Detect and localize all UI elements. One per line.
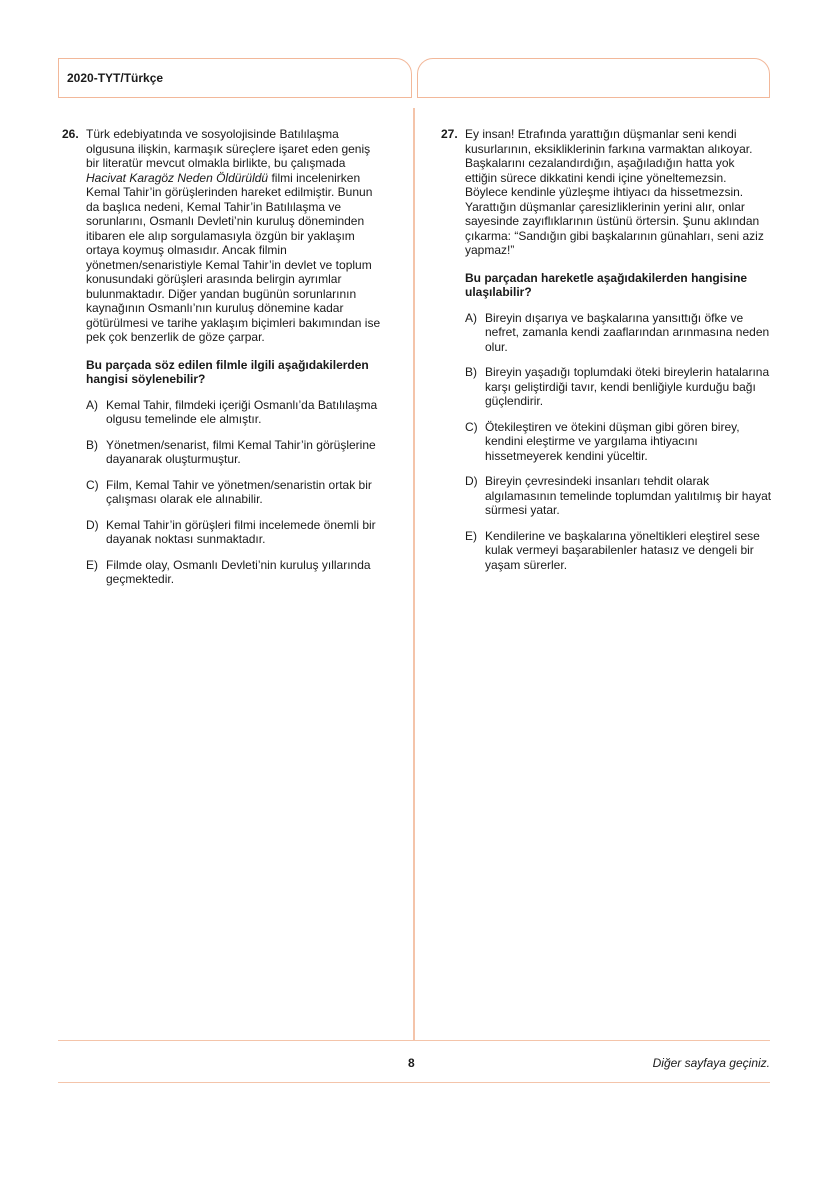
option-line: dayanarak oluşturmuştur.: [106, 452, 241, 466]
exam-title: 2020-TYT/Türkçe: [67, 71, 164, 85]
passage-line: pek çok benzerlik de göze çarpar.: [86, 330, 265, 344]
option-line: yaşam sürerler.: [485, 557, 568, 572]
question-27: [441, 127, 785, 572]
option-b[interactable]: [465, 365, 785, 409]
footer-bottom-rule: [58, 1082, 770, 1083]
option-line: Bireyin yaşadığı toplumdaki öteki bireylerin hatalarına: [485, 365, 770, 379]
question-prompt: [465, 271, 785, 300]
passage-line: Yarattığın düşmanlar çaresizliklerinin yerini alır, onlar: [465, 199, 745, 214]
prompt-line: hangisi söylenebilir?: [86, 372, 206, 386]
option-line: sürmesi yatar.: [485, 503, 560, 517]
question-prompt: [86, 358, 402, 387]
option-letter: B): [86, 437, 98, 452]
option-line: dayanak noktası sunmaktadır.: [106, 532, 266, 546]
passage-line: kusurlarının, eksikliklerinin farkına varmaktan alıkoyar.: [465, 141, 753, 156]
option-a[interactable]: [465, 311, 785, 355]
option-line: Bireyin çevresindeki insanları tehdit olarak: [485, 474, 710, 488]
passage-line: bulunmaktadır. Diğer yandan bugünün sorunlarının: [86, 286, 357, 301]
footer-top-rule: [58, 1040, 770, 1041]
option-letter: A): [86, 397, 98, 412]
question-passage: [86, 127, 402, 345]
option-c[interactable]: [86, 478, 402, 507]
option-line: hissetmeyerek kendini yüceltir.: [485, 448, 648, 463]
question-number: 26.: [62, 127, 79, 141]
passage-line: çıkarma: “Sandığın gibi başkalarının günahları, seni aziz: [465, 228, 764, 243]
passage-line: Böylece kendinle yüzleşme ihtiyacı da hissetmezsin.: [465, 185, 744, 199]
header-left-box: [58, 58, 412, 98]
option-letter: E): [86, 557, 98, 572]
passage-line: [86, 171, 402, 186]
passage-line: götürülmesi ve tarihe yaklaşım biçimleri bakımından ise: [86, 315, 381, 330]
page-number: 8: [408, 1056, 415, 1070]
film-title: Hacivat Karagöz Neden Öldürüldü: [86, 170, 269, 185]
option-line: geçmektedir.: [106, 572, 175, 586]
option-line: Film, Kemal Tahir ve yönetmen/senaristin ortak bir: [106, 477, 372, 492]
column-divider: [413, 108, 415, 1040]
option-line: Kendilerine ve başkalarına yöneltikleri eleştirel sese: [485, 528, 760, 543]
question-number: 27.: [441, 127, 458, 141]
option-letter: C): [86, 477, 99, 492]
option-c[interactable]: [465, 420, 785, 464]
option-line: güçlendirir.: [485, 394, 544, 408]
option-letter: D): [465, 474, 478, 488]
option-e[interactable]: [465, 529, 785, 573]
option-line: algılamasının temelinde toplumdan yalıtılmış bir hayat: [485, 488, 772, 503]
passage-line: olgusuna ilişkin, karmaşık süreçlere işaret eden geniş: [86, 141, 371, 156]
option-d[interactable]: [86, 518, 402, 547]
passage-line: sorunlarını, Osmanlı Devleti’nin kuruluş döneminden: [86, 214, 365, 228]
option-letter: B): [465, 365, 477, 379]
passage-line: bir literatür mevcut olmakla birlikte, bu çalışmada: [86, 156, 346, 170]
option-line: kendini eleştirme ve yargılama ihtiyacını: [485, 434, 698, 448]
passage-line: konusundaki görüşleri arasında belirgin ayrımlar: [86, 272, 342, 286]
passage-line: sayesinde zayıflıklarının üstünü örtersin. Şunu aklından: [465, 214, 760, 228]
passage-line: itibaren ele alıp sorgulamasıyla özgün bir yaklaşım: [86, 228, 355, 243]
option-line: Kemal Tahir’in görüşleri filmi incelemede önemli bir: [106, 517, 376, 532]
option-line: olur.: [485, 339, 508, 354]
option-a[interactable]: [86, 398, 402, 427]
passage-line: da başlıca nedeni, Kemal Tahir’in Batılılaşma ve: [86, 199, 342, 214]
option-letter: E): [465, 528, 477, 543]
prompt-line: ulaşılabilir?: [465, 285, 532, 299]
passage-line: ortaya koymuş olmasıdır. Ancak filmin: [86, 243, 287, 257]
passage-line: Ey insan! Etrafında yarattığın düşmanlar seni kendi: [465, 127, 737, 141]
next-page-note: Diğer sayfaya geçiniz.: [652, 1056, 770, 1070]
option-letter: A): [465, 310, 477, 325]
prompt-line: Bu parçadan hareketle aşağıdakilerden hangisine: [465, 270, 748, 285]
option-letter: C): [465, 419, 478, 434]
option-line: Yönetmen/senarist, filmi Kemal Tahir’in görüşlerine: [106, 437, 376, 452]
passage-line: kaynağının Osmanlı’nın kuruluş dönemine kadar: [86, 301, 344, 315]
passage-line: ettiğin sürece dikkatini kendi içine yöneltemezsin.: [465, 170, 727, 185]
question-26: [62, 127, 402, 587]
passage-line: yapmaz!”: [465, 243, 515, 257]
passage-line: Kemal Tahir’in görüşlerinden hareket edilmiştir. Bunun: [86, 185, 373, 199]
option-e[interactable]: [86, 558, 402, 587]
option-letter: D): [86, 517, 99, 532]
prompt-line: Bu parçada söz edilen filmle ilgili aşağıdakilerden: [86, 357, 369, 372]
option-line: kulak vermeyi başarabilenler hatasız ve dengeli bir: [485, 543, 754, 557]
question-passage: [465, 127, 785, 258]
option-line: Bireyin dışarıya ve başkalarına yansıttığı öfke ve: [485, 310, 744, 325]
option-line: Filmde olay, Osmanlı Devleti’nin kuruluş yıllarında: [106, 557, 371, 572]
passage-line: Başkalarını cezalandırdığın, aşağıladığın hatta yok: [465, 156, 735, 170]
option-line: olgusu temelinde ele almıştır.: [106, 412, 262, 426]
option-line: çalışması olarak ele alınabilir.: [106, 492, 263, 506]
option-d[interactable]: [465, 474, 785, 518]
passage-line: Türk edebiyatında ve sosyolojisinde Batılılaşma: [86, 127, 339, 141]
passage-fragment: filmi incelenirken: [268, 170, 361, 185]
option-b[interactable]: [86, 438, 402, 467]
option-line: nefret, zamanla kendi zaaflarından arınmasına neden: [485, 325, 770, 339]
header-right-box: [417, 58, 770, 98]
option-line: Kemal Tahir, filmdeki içeriği Osmanlı’da Batılılaşma: [106, 397, 378, 412]
option-line: Ötekileştiren ve ötekini düşman gibi gören birey,: [485, 419, 740, 434]
passage-line: yönetmen/senaristiyle Kemal Tahir’in devlet ve toplum: [86, 257, 372, 272]
option-line: karşı geliştirdiği tavır, kendi benliğiyle kurduğu bağı: [485, 379, 756, 394]
